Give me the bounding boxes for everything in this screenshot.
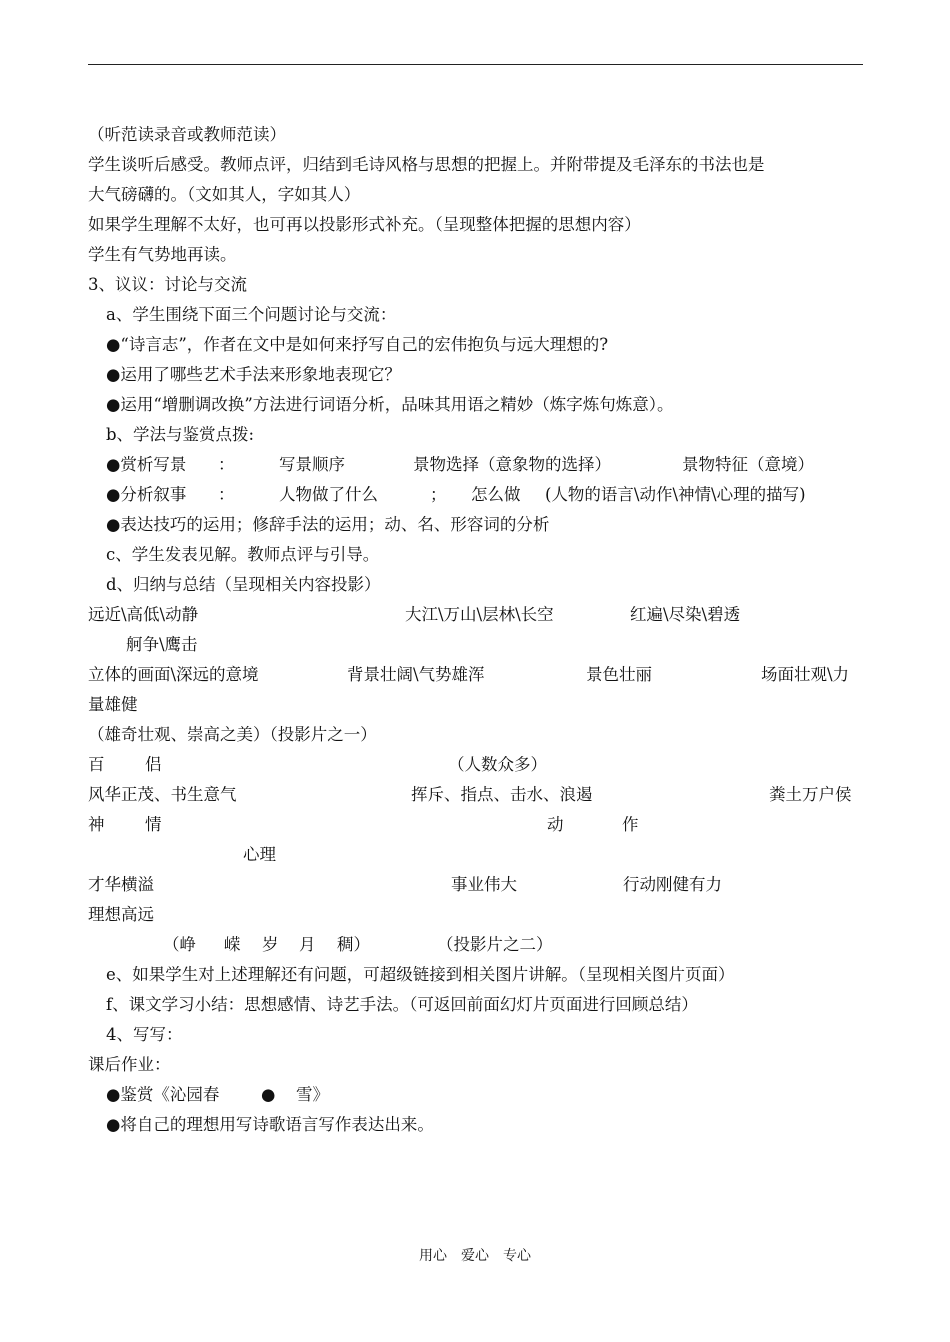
text-fragment: 背景壮阔\气势雄浑 [347,665,485,684]
text-line: a、学生围绕下面三个问题讨论与交流： [106,305,397,324]
bullet-item: ●鉴赏《沁园春 [106,1085,220,1104]
text-fragment: 场面壮观\力 [761,665,850,684]
text-fragment: (人物的语言\动作\神情\心理的描写) [545,485,806,504]
text-fragment: 行动刚健有力 [623,875,722,894]
text-fragment: ； [430,485,447,504]
text-fragment: 挥斥、指点、击水、浪遏 [411,785,593,804]
text-fragment: （投影片之二） [437,935,553,954]
text-fragment: 才华横溢 [88,875,154,894]
text-fragment: （人数众多） [448,755,547,774]
text-fragment: 景物选择（意象物的选择） [413,455,611,474]
text-fragment: 立体的画面\深远的意境 [88,665,259,684]
text-fragment: 嵘 [224,935,241,954]
header-rule [88,64,863,65]
section-heading: 4、写写： [106,1025,183,1044]
text-fragment: 人物做了什么 [279,485,378,504]
text-fragment: 理想高远 [88,905,154,924]
text-fragment: 雪》 [296,1085,329,1104]
text-line: 大气磅礴的。（文如其人，字如其人） [88,185,361,204]
bullet-item: ●“诗言志”，作者在文中是如何来抒写自己的宏伟抱负与远大理想的? [106,335,609,354]
text-fragment: 侣 [145,755,162,774]
text-fragment: 百 [88,755,105,774]
bullet-item: ●分析叙事 [106,485,187,504]
text-fragment: 心理 [243,845,276,864]
bullet-item: ●将自己的理想用写诗歌语言写作表达出来。 [106,1115,434,1134]
text-fragment: 岁 [262,935,279,954]
bullet-item: ●运用“增删调改换”方法进行词语分析，品味其用语之精妙（炼字炼句炼意）。 [106,395,674,414]
text-line: d、归纳与总结（呈现相关内容投影） [106,575,381,594]
text-line: 学生有气势地再读。 [88,245,237,264]
bullet-item: ●运用了哪些艺术手法来形象地表现它？ [106,365,401,384]
text-fragment: 月 [299,935,316,954]
text-fragment: 稠） [337,935,370,954]
text-line: e、如果学生对上述理解还有问题，可超级链接到相关图片讲解。（呈现相关图片页面） [106,965,735,984]
text-line: 学生谈听后感受。教师点评，归结到毛诗风格与思想的把握上。并附带提及毛泽东的书法也是 [88,155,765,174]
text-fragment: 写景顺序 [279,455,345,474]
text-fragment: 风华正茂、书生意气 [88,785,237,804]
text-fragment: ● [261,1085,276,1104]
text-fragment: 量雄健 [88,695,138,714]
text-fragment: 红遍\尽染\碧透 [630,605,741,624]
text-line: c、学生发表见解。教师点评与引导。 [106,545,380,564]
text-fragment: ： [218,485,235,504]
text-line: f、课文学习小结：思想感情、诗艺手法。（可返回前面幻灯片页面进行回顾总结） [106,995,698,1014]
text-fragment: 舸争\鹰击 [126,635,198,654]
text-line: （听范读录音或教师范读） [88,125,286,144]
bullet-item: ●赏析写景 [106,455,187,474]
text-fragment: 怎么做 [471,485,521,504]
text-fragment: 景色壮丽 [586,665,652,684]
text-fragment: 景物特征（意境） [682,455,814,474]
text-fragment: 情 [145,815,162,834]
text-fragment: 粪土万户侯 [769,785,852,804]
bullet-item: ●表达技巧的运用；修辞手法的运用；动、名、形容词的分析 [106,515,550,534]
text-fragment: 事业伟大 [451,875,517,894]
text-fragment: 动 [547,815,564,834]
text-fragment: ： [218,455,235,474]
text-fragment: 大江\万山\层林\长空 [405,605,554,624]
text-fragment: 作 [622,815,639,834]
text-line: （雄奇壮观、崇高之美）（投影片之一） [88,725,377,744]
text-fragment: （峥 [163,935,196,954]
text-line: 如果学生理解不太好，也可再以投影形式补充。（呈现整体把握的思想内容） [88,215,641,234]
text-fragment: 远近\高低\动静 [88,605,199,624]
page-footer: 用心 爱心 专心 [419,1248,531,1264]
text-line: b、学法与鉴赏点拨: [106,425,255,444]
text-line: 课后作业： [88,1055,171,1074]
text-fragment: 神 [88,815,105,834]
section-heading: 3、议议：讨论与交流 [88,275,247,294]
